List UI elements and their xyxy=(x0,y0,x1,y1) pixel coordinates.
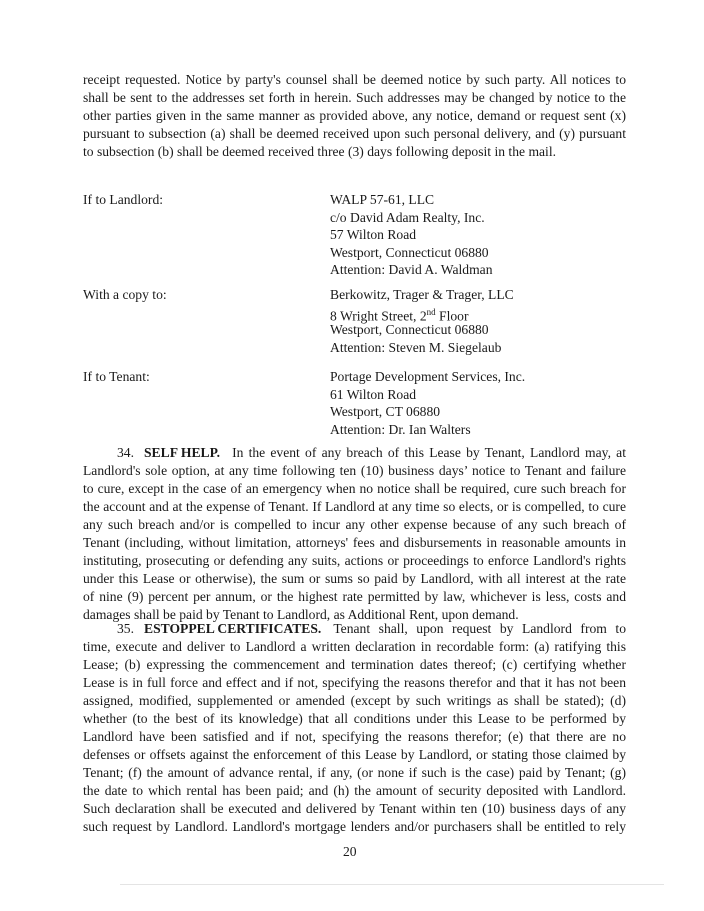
paragraph-line: of nine (9) percent per annum, or the highest rate permitted by law, whichever is less, costs and xyxy=(83,589,626,604)
paragraph-line: the account and at the expense of Tenant. If Landlord at any time so elects, or is compelled, to cure xyxy=(83,499,626,514)
paragraph-line: to cure, except in the case of an emergency when no notice shall be required, cure such breach for xyxy=(83,481,626,496)
address-line: Attention: Steven M. Siegelaub xyxy=(330,339,502,355)
paragraph-line xyxy=(83,444,626,462)
address-line: Westport, Connecticut 06880 xyxy=(330,322,489,337)
paragraph-line: Tenant (including, without limitation, attorneys' fees and disbursements in reasonable amounts in xyxy=(83,535,626,550)
address-line: Berkowitz, Trager & Trager, LLC xyxy=(330,287,514,302)
section-34-self-help xyxy=(83,444,626,624)
address-line: c/o David Adam Realty, Inc. xyxy=(330,209,485,225)
paragraph-line: the date to which rental has been paid; and (h) the amount of security deposited with Landlord. xyxy=(83,783,626,798)
superscript-ordinal: nd xyxy=(426,306,436,317)
paragraph-line: receipt requested. Notice by party's counsel shall be deemed notice by such party. All notices to xyxy=(83,72,626,87)
address-line: Attention: Dr. Ian Walters xyxy=(330,421,471,437)
paragraph-line: whether (to the best of its knowledge) that all conditions under this Lease to be performed by xyxy=(83,711,626,726)
paragraph-line: Lease is in full force and effect and if not, specifying the reasons therefor and that it has not been xyxy=(83,675,626,690)
intro-paragraph xyxy=(83,71,626,161)
paragraph-line: Lease; (b) expressing the commencement and termination dates thereof; (c) certifying whether xyxy=(83,657,626,672)
address-label: If to Landlord: xyxy=(83,192,164,207)
paragraph-line: such request by Landlord. Landlord's mortgage lenders and/or purchasers shall be entitled to rely xyxy=(83,819,626,834)
section-number: 35. xyxy=(117,621,134,636)
paragraph-line: pursuant to subsection (a) shall be deemed received upon such personal delivery, and (y) pursuant xyxy=(83,126,626,141)
paragraph-line: Such declaration shall be executed and delivered by Tenant within ten (10) business days of any xyxy=(83,801,626,816)
address-lines xyxy=(330,191,493,279)
address-line: 57 Wilton Road xyxy=(330,227,417,242)
paragraph-line: Landlord's sole option, at any time following ten (10) business days’ notice to Tenant and failure xyxy=(83,463,626,478)
section-text: In the event of any breach of this Lease by Tenant, Landlord may, at xyxy=(232,445,626,460)
paragraph-line: assigned, modified, supplemented or amended (except by such writings as shall be stated); (d) xyxy=(83,693,626,708)
page-number: 20 xyxy=(343,844,357,859)
address-line: 61 Wilton Road xyxy=(330,386,417,402)
address-lines xyxy=(330,286,514,356)
paragraph-line: time, execute and deliver to Landlord a written declaration in recordable form: (a) ratifying this xyxy=(83,639,626,654)
section-heading: SELF HELP. xyxy=(144,445,221,460)
address-label: If to Tenant: xyxy=(83,369,150,384)
paragraph-line: instituting, prosecuting or defending any suits, actions or proceedings to enforce Landlord's rights xyxy=(83,553,626,568)
address-label: With a copy to: xyxy=(83,287,167,302)
address-line: Attention: David A. Waldman xyxy=(330,262,493,277)
paragraph-line: shall be sent to the addresses set forth in herein. Such addresses may be changed by notice to the xyxy=(83,90,626,105)
address-line: WALP 57-61, LLC xyxy=(330,192,435,207)
address-lines xyxy=(330,368,525,438)
paragraph-line: damages shall be paid by Tenant to Landlord, as Additional Rent, upon demand. xyxy=(83,607,519,622)
paragraph-line: any such breach and/or is compelled to incur any other expense because of any such breach of xyxy=(83,517,626,532)
section-number: 34. xyxy=(117,445,134,460)
section-35-estoppel-certificates xyxy=(83,620,626,836)
address-line: 8 Wright Street, 2nd Floor xyxy=(330,306,469,324)
paragraph-line: under this Lease or otherwise), the sum or sums so paid by Landlord, with all interest at the rate xyxy=(83,571,626,586)
paragraph-line: other parties given in the same manner as provided above, any notice, demand or request sent (x) xyxy=(83,108,626,123)
paragraph-line: Landlord have been satisfied and if not, specifying the reasons therefor; (e) that there are no xyxy=(83,729,626,744)
paragraph-line: to subsection (b) shall be deemed received three (3) days following deposit in the mail. xyxy=(83,144,557,159)
section-heading: ESTOPPEL CERTIFICATES. xyxy=(144,621,322,636)
paragraph-line: defenses or offsets against the enforcement of this Lease by Landlord, or stating those claimed by xyxy=(83,747,626,762)
paragraph-line: Tenant; (f) the amount of advance rental, if any, (or none if such is the case) paid by Tenant; (g) xyxy=(83,765,626,780)
address-line: Westport, CT 06880 xyxy=(330,404,441,419)
address-line: Westport, Connecticut 06880 xyxy=(330,244,489,260)
section-text: Tenant shall, upon request by Landlord from to xyxy=(333,621,626,636)
paragraph-line xyxy=(83,620,626,638)
address-line: Portage Development Services, Inc. xyxy=(330,369,526,384)
scan-edge-line xyxy=(120,884,664,885)
